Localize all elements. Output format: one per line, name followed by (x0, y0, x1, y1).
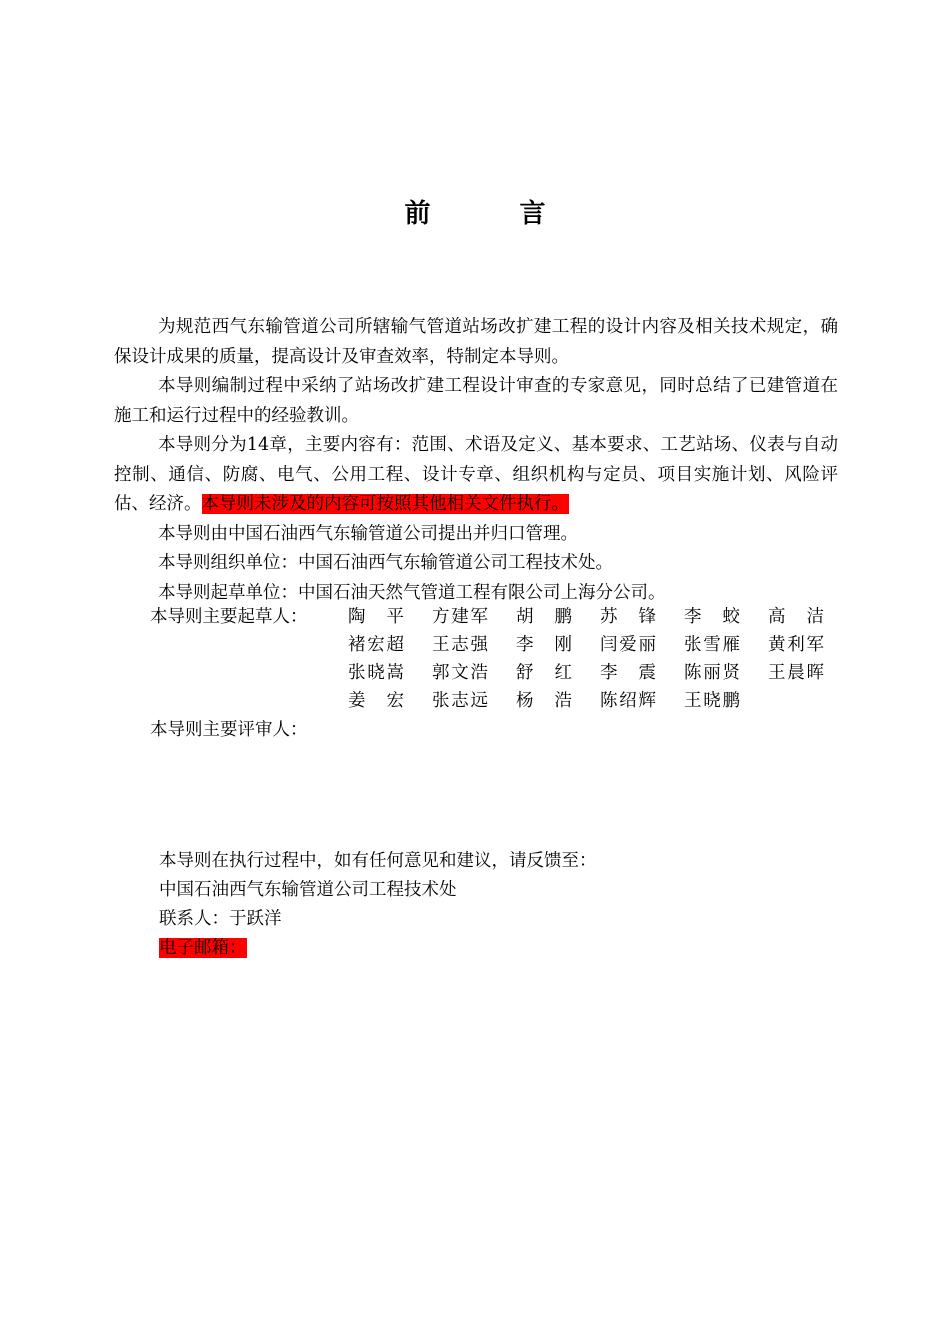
drafter-name: 陈丽贤 (684, 663, 740, 683)
chapters-text: 本导则分为14章，主要内容有：范围、术语及定义、基本要求、工艺站场、仪表与自动控制、通信、防腐、电气、公用工程、设计专章、组织机构与定员、项目实施计划、风险评估、经济。 (114, 435, 838, 514)
drafter-name: 苏锋 (600, 607, 656, 627)
drafters-label: 本导则主要起草人： (150, 607, 308, 627)
drafter-name: 闫爱丽 (600, 635, 656, 655)
drafter-name: 黄利军 (768, 635, 824, 655)
drafter-name-grid (348, 687, 852, 715)
drafter-name: 王志强 (432, 635, 488, 655)
drafters-row (150, 631, 852, 659)
drafter-name-grid (348, 603, 852, 631)
drafter-name-grid (348, 659, 852, 687)
contact-department: 中国石油西气东输管道公司工程技术处 (159, 880, 457, 900)
drafter-name: 张晓嵩 (348, 663, 404, 683)
email-label: 电子邮箱： (159, 938, 247, 958)
drafter-name: 胡鹏 (516, 607, 572, 627)
organizer-paragraph: 本导则组织单位：中国石油西气东输管道公司工程技术处。 (158, 553, 613, 573)
drafter-name: 陶平 (348, 607, 404, 627)
reviewers-label: 本导则主要评审人： (150, 720, 308, 740)
drafters-label-spacer (150, 631, 348, 659)
drafter-name: 陈绍辉 (600, 691, 656, 711)
contact-intro: 本导则在执行过程中，如有任何意见和建议，请反馈至： (159, 851, 597, 871)
drafter-name-grid (348, 631, 852, 659)
drafters-label-spacer (150, 659, 348, 687)
contact-person: 联系人：于跃洋 (159, 909, 282, 929)
drafter-name: 张志远 (432, 691, 488, 711)
drafters-row (150, 603, 852, 631)
contact-email (159, 934, 597, 963)
drafter-name: 方建军 (432, 607, 488, 627)
drafter-name: 张雪雁 (684, 635, 740, 655)
drafter-name: 王晓鹏 (684, 691, 740, 711)
drafter-name: 舒红 (516, 663, 572, 683)
preface-body (114, 313, 838, 608)
drafters-row (150, 687, 852, 715)
experience-paragraph: 本导则编制过程中采纳了站场改扩建工程设计审查的专家意见，同时总结了已建管道在施工和运行过程中的经验教训。 (114, 376, 838, 426)
drafters-label-spacer (150, 687, 348, 715)
drafter-name: 褚宏超 (348, 635, 404, 655)
drafter-name: 姜宏 (348, 691, 404, 711)
drafter-name: 杨浩 (516, 691, 572, 711)
contact-block (159, 847, 597, 963)
chapters-paragraph (114, 431, 838, 520)
drafter-name: 郭文浩 (432, 663, 488, 683)
purpose-paragraph: 为规范西气东输管道公司所辖输气管道站场改扩建工程的设计内容及相关技术规定，确保设计成果的质量，提高设计及审查效率，特制定本导则。 (114, 317, 838, 367)
drafter-name: 王晨晖 (768, 663, 824, 683)
drafter-name: 高洁 (768, 607, 824, 627)
management-paragraph: 本导则由中国石油西气东输管道公司提出并归口管理。 (158, 523, 578, 544)
highlighted-note: 本导则未涉及的内容可按照其他相关文件执行。 (201, 494, 569, 514)
drafter-name: 李刚 (516, 635, 572, 655)
drafter-name: 李震 (600, 663, 656, 683)
people-block (150, 603, 852, 744)
drafter-name: 李蛟 (684, 607, 740, 627)
page-title: 前 言 (404, 199, 586, 229)
drafting-unit-paragraph: 本导则起草单位：中国石油天然气管道工程有限公司上海分公司。 (158, 582, 666, 603)
drafters-row (150, 659, 852, 687)
